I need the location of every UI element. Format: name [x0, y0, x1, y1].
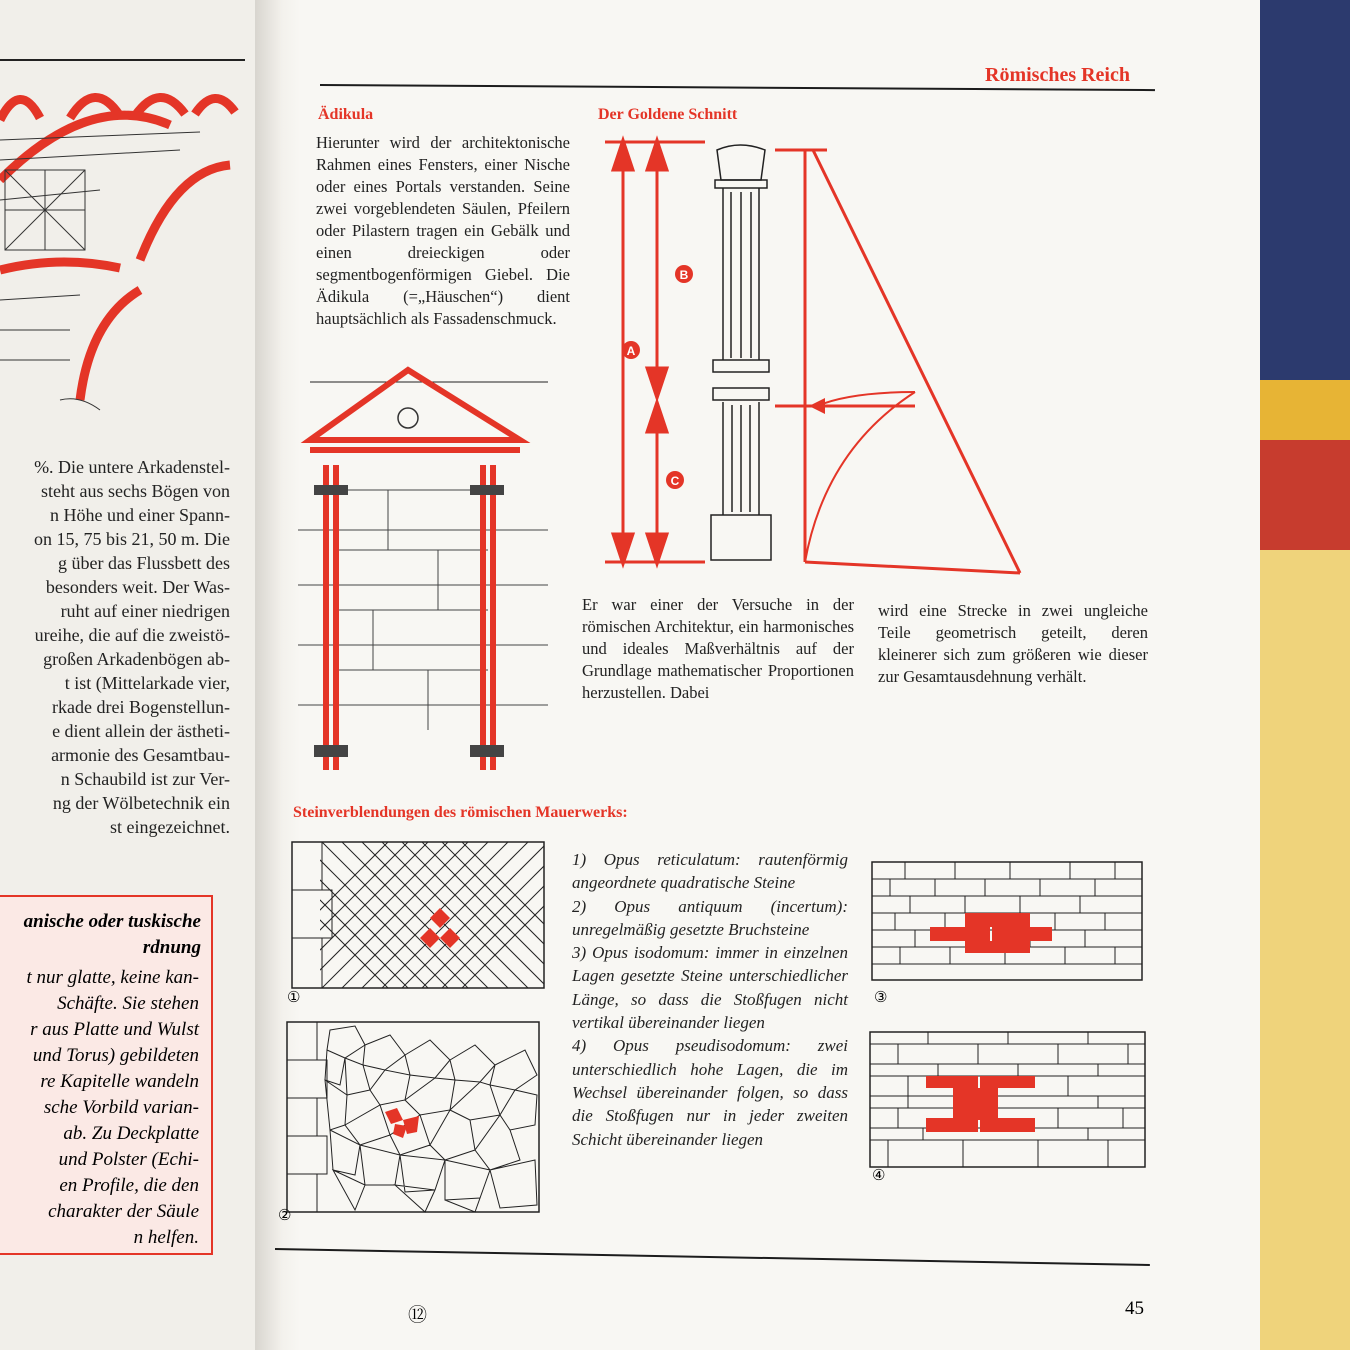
tuscan-order-box: [0, 895, 213, 1255]
text-line: ng der Wölbetechnik ein: [52, 793, 230, 813]
text-line: on 15, 75 bis 21, 50 m. Die: [34, 529, 230, 549]
text-line: n Schaubild ist zur Ver-: [60, 769, 230, 789]
column-drawing: [711, 145, 771, 560]
label-c: C: [670, 474, 680, 488]
footer-figure-number: ⑫: [408, 1305, 428, 1326]
section-header: Römisches Reich: [985, 64, 1130, 86]
masonry-item-2: 2) Opus antiquum (incertum): unregelmäßig gesetzte Bruchsteine: [572, 896, 848, 939]
text-line: st eingezeichnet.: [110, 817, 230, 837]
text-line: g über das Flussbett des: [58, 553, 230, 573]
masonry-item-4: 4) Opus pseudisodomum: zwei unterschiedlich hohe Lagen, die im Wechsel übereinander folgen, so dass die Stoßfugen nur in jeder zweiten Schicht übereinander liegen: [572, 1036, 848, 1149]
opus-reticulatum-drawing: [290, 840, 550, 992]
label-b: B: [679, 268, 689, 282]
fig-number-3: ③: [874, 990, 888, 1006]
golden-text-col1: Er war einer der Versuche in der römischen Architektur, ein harmonisches und ideales Maßverhältnis auf der Grundlage mathematischer Proportionen herzustellen. Dabei: [582, 595, 854, 702]
book-cover: [1245, 0, 1350, 1350]
masonry-item-1: 1) Opus reticulatum: rautenförmig angeordnete quadratische Steine: [572, 850, 848, 893]
aedicula-text: Hierunter wird der architektonische Rahmen eines Fensters, einer Nische oder eines Portals verstanden. Seine zwei vorgeblendeten Säulen, Pfeilern oder Pilastern tragen ein Gebälk und einen dreieckigen oder segmentbogenförmigen Giebel. Die Ädikula (=„Häuschen“) dient hauptsächlich als Fassadenschmuck.: [316, 133, 570, 328]
aedicula-illustration: [298, 370, 548, 770]
text-line: steht aus sechs Bögen von: [41, 481, 230, 501]
opus-isodomum-drawing: [870, 860, 1145, 985]
box-body: t nur glatte, keine kan- Schäfte. Sie stehen r aus Platte und Wulst und Torus) gebildeten re Kapitelle wandeln sche Vorbild varian- ab. Zu Deckplatte und Polster (Echi- en Profile, die den charakter der Säule n helfen.: [26, 967, 199, 1248]
aedicula-title: Ädikula: [318, 106, 374, 123]
left-page-text: [0, 455, 230, 839]
text-line: e dient allein der ästheti-: [52, 721, 230, 741]
text-line: ureihe, die auf die zweistö-: [34, 625, 230, 645]
masonry-title: Steinverblendungen des römischen Mauerwerks:: [293, 804, 628, 821]
text-line: ruht auf einer niedrigen: [60, 601, 230, 621]
text-line: armonie des Gesamtbau-: [51, 745, 230, 765]
golden-title: Der Goldene Schnitt: [598, 106, 738, 123]
masonry-descriptions: [572, 848, 848, 1151]
fig-number-1: ①: [287, 990, 301, 1006]
text-line: besonders weit. Der Was-: [45, 577, 230, 597]
text-line: %. Die untere Arkadenstel-: [34, 457, 230, 477]
opus-incertum-drawing: [285, 1020, 545, 1215]
aqueduct-illustration: [0, 0, 260, 440]
fig-number-2: ②: [278, 1208, 292, 1224]
text-line: rkade drei Bogenstellun-: [52, 697, 230, 717]
box-title: anische oder tuskische rdnung: [23, 911, 201, 958]
fig-number-4: ④: [872, 1168, 886, 1184]
label-a: A: [626, 344, 636, 358]
text-line: t ist (Mittelarkade vier,: [64, 673, 230, 693]
golden-text-col2: wird eine Strecke in zwei ungleiche Teile geometrisch geteilt, deren kleinerer sich zum größeren wie dieser zur Gesamtausdehnung verhält.: [878, 601, 1148, 686]
opus-pseudisodomum-drawing: [868, 1030, 1148, 1170]
text-line: n Höhe und einer Spann-: [50, 505, 230, 525]
golden-section-diagram: [595, 130, 1035, 590]
masonry-item-3: 3) Opus isodomum: immer in einzelnen Lagen gesetzte Steine unterschiedlicher Länge, so dass die Stoßfugen nicht vertikal übereinander liegen: [572, 943, 848, 1033]
text-line: großen Arkadenbögen ab-: [43, 649, 230, 669]
page-number: 45: [1125, 1298, 1144, 1319]
